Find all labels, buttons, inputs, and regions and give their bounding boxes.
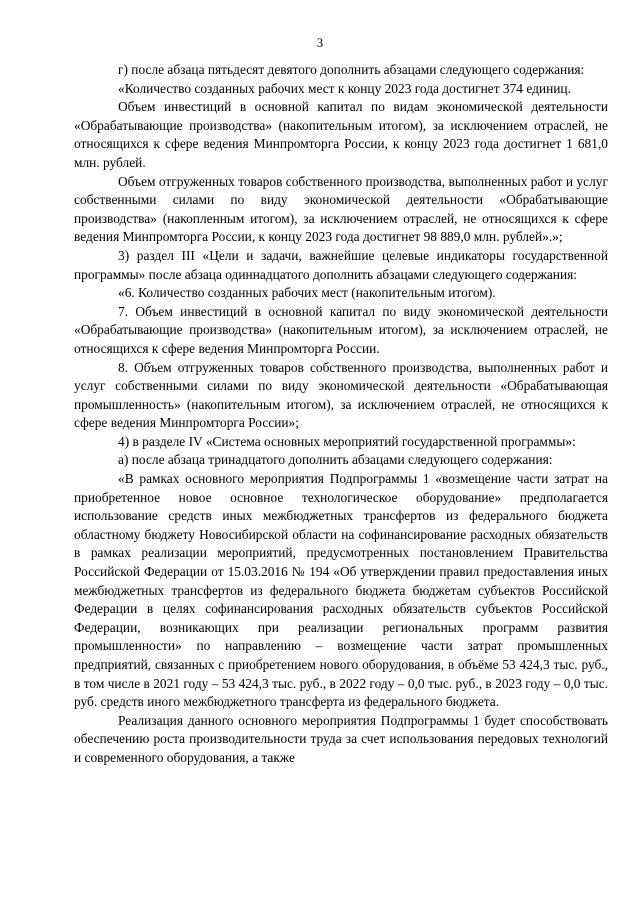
paragraph: Реализация данного основного мероприятия Подпрограммы 1 будет способствовать обеспечению роста производительности труда за счет использования передовых технологий и современного оборудования, а также [74,712,608,765]
paragraph: 3) раздел III «Цели и задачи, важнейшие целевые индикаторы государственной программы» после абзаца одиннадцатого дополнить абзацами следующего содержания: [74,247,608,282]
paragraph: «6. Количество созданных рабочих мест (накопительным итогом). [118,285,496,301]
document-body [74,61,608,768]
paragraph: 7. Объем инвестиций в основной капитал по виду экономической деятельности «Обрабатывающие производства» (накопительным итогом), за исключением отраслей, не относящихся к сфере ведения Минпромторга России. [74,303,608,356]
paragraph: г) после абзаца пятьдесят девятого дополнить абзацами следующего содержания: [118,62,585,77]
paragraph: «Количество созданных рабочих мест к концу 2023 года достигнет 374 единиц. [118,80,571,96]
page-number: 3 [316,36,324,50]
paragraph: а) после абзаца тринадцатого дополнить абзацами следующего содержания: [118,452,553,468]
paragraph: «В рамках основного мероприятия Подпрограммы 1 «возмещение части затрат на приобретенное новое основное технологическое оборудование» предполагается использование средств иных межбюджетных трансфертов из федерального бюджета областному бюджету Новосибирской области на софинансирование расходных обязательств в рамках реализации мероприятий, предусмотренных постановлением Правительства Российской Федерации от 15.03.2016 № 194 «Об утверждении правил предоставления иных межбюджетных трансфертов из федерального бюджета бюджетам субъектов Российской Федерации в целях софинансирования расходных обязательств субъектов Российской Федерации, возникающих при реализации региональных программ развития промышленности» по направлению – возмещение части затрат промышленных предприятий, связанных с приобретением нового оборудования, в объёме 53 424,3 тыс. руб., в том числе в 2021 году – 53 424,3 тыс. руб., в 2022 году – 0,0 тыс. руб., в 2023 году – 0,0 тыс. руб. средств иного межбюджетного трансферта из федерального бюджета. [74,471,608,710]
paragraph: 8. Объем отгруженных товаров собственного производства, выполненных работ и услуг собственными силами по виду экономической деятельности «Обрабатывающая промышленность» (накопительным итогом), за исключением отраслей, не относящихся к сфере ведения Минпромторга России»; [74,359,608,431]
paragraph: Объем инвестиций в основной капитал по видам экономической деятельности «Обрабатывающие производства» (накопительным итогом), за исключением отраслей, не относящихся к сфере ведения Минпромторга России, к концу 2023 года достигнет 1 681,0 млн. рублей. [74,99,608,170]
paragraph: Объем отгруженных товаров собственного производства, выполненных работ и услуг собственными силами по виду экономической деятельности «Обрабатывающие производства» (накопленным итогом), за исключением отраслей, не относящихся к сфере ведения Минпромторга России, к концу 2023 года достигнет 98 889,0 млн. рублей».»; [74,173,608,245]
paragraph: 4) в разделе IV «Система основных мероприятий государственной программы»: [118,433,576,449]
